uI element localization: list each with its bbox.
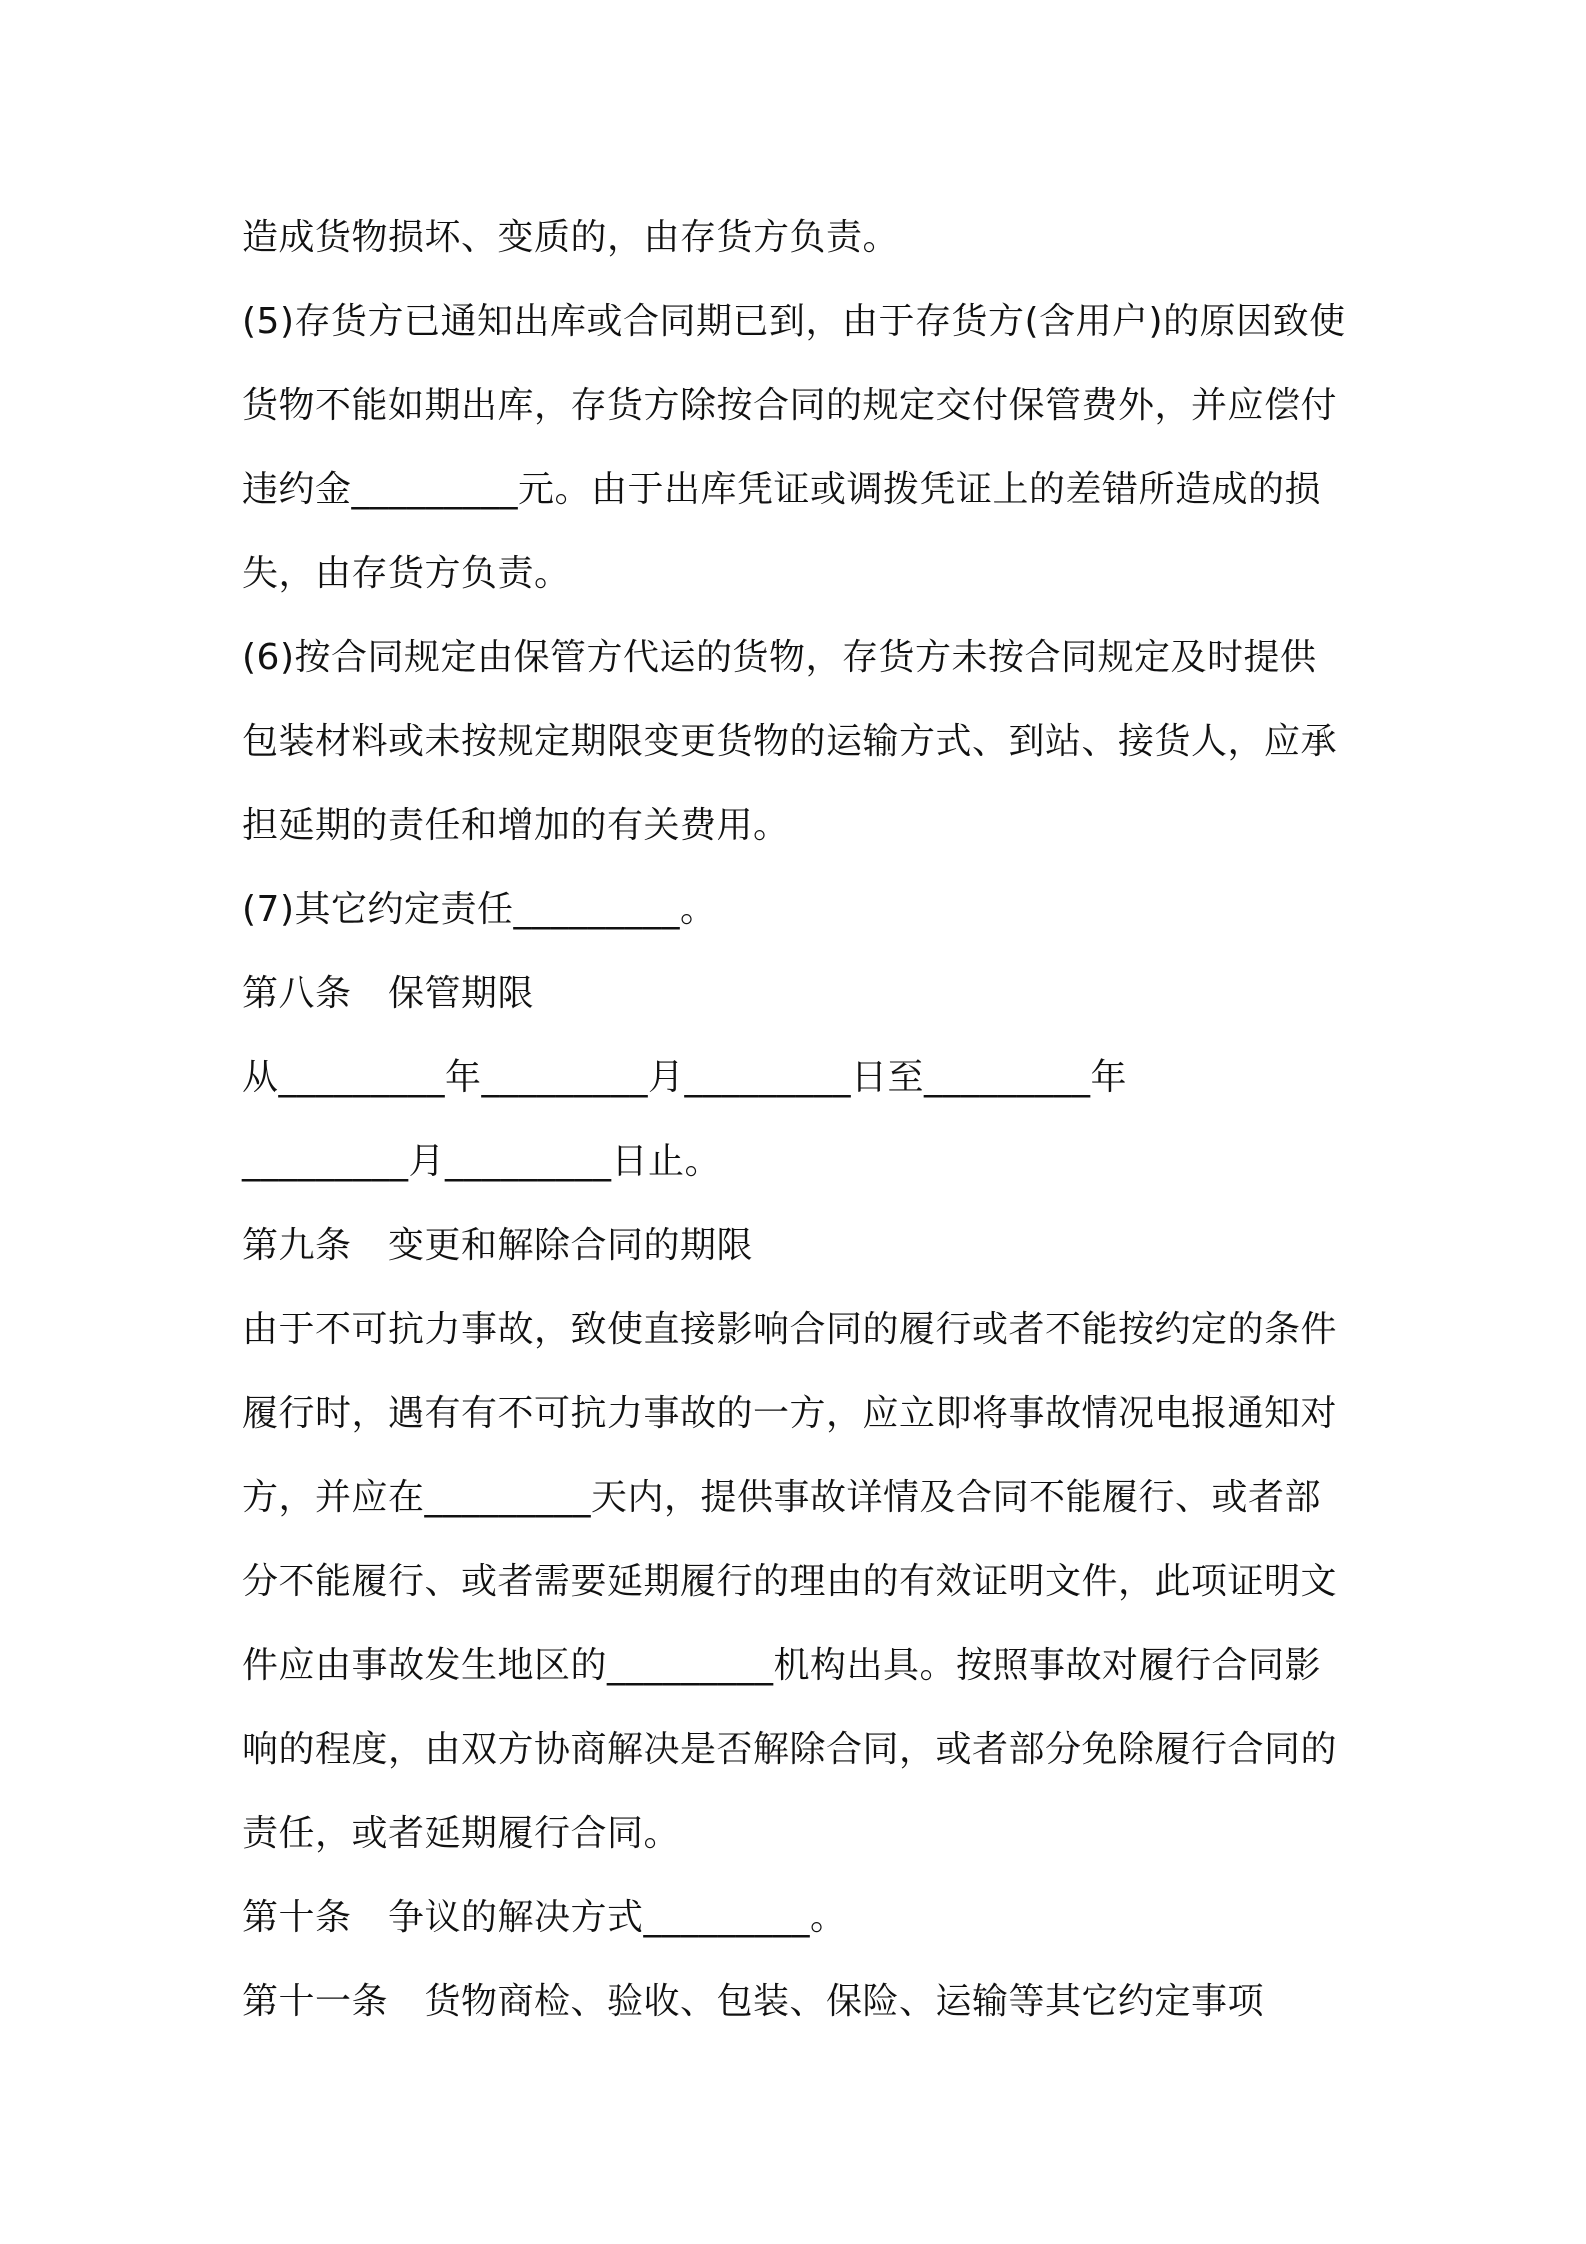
article-9-heading: 第九条 变更和解除合同的期限 xyxy=(242,1225,754,1266)
paragraph-line: 违约金_________元。由于出库凭证或调拨凭证上的差错所造成的损 xyxy=(242,469,1322,510)
clause-6-line: (6)按合同规定由保管方代运的货物，存货方未按合同规定及时提供 xyxy=(242,637,1317,678)
storage-period-line: _________月_________日止。 xyxy=(242,1141,722,1182)
contract-text xyxy=(242,196,1362,2044)
paragraph-line: 响的程度，由双方协商解决是否解除合同，或者部分免除履行合同的 xyxy=(242,1729,1338,1770)
clause-7-line: (7)其它约定责任_________。 xyxy=(242,889,717,930)
paragraph-line: 失，由存货方负责。 xyxy=(242,553,571,594)
paragraph-line: 货物不能如期出库，存货方除按合同的规定交付保管费外，并应偿付 xyxy=(242,385,1338,426)
article-8-heading: 第八条 保管期限 xyxy=(242,973,535,1014)
storage-period-line: 从_________年_________月_________日至_________年 xyxy=(242,1057,1128,1098)
paragraph-line: 造成货物损坏、变质的，由存货方负责。 xyxy=(242,217,900,258)
paragraph-line: 由于不可抗力事故，致使直接影响合同的履行或者不能按约定的条件 xyxy=(242,1309,1338,1350)
paragraph-line: 责任，或者延期履行合同。 xyxy=(242,1813,681,1854)
paragraph-line: 担延期的责任和增加的有关费用。 xyxy=(242,805,790,846)
paragraph-line: 包装材料或未按规定期限变更货物的运输方式、到站、接货人，应承 xyxy=(242,721,1338,762)
article-10-heading: 第十条 争议的解决方式_________。 xyxy=(242,1897,847,1938)
clause-5-line: (5)存货方已通知出库或合同期已到，由于存货方(含用户)的原因致使 xyxy=(242,301,1346,342)
paragraph-line: 方，并应在_________天内，提供事故详情及合同不能履行、或者部 xyxy=(242,1477,1322,1518)
paragraph-line: 履行时，遇有有不可抗力事故的一方，应立即将事故情况电报通知对 xyxy=(242,1393,1338,1434)
article-11-heading: 第十一条 货物商检、验收、包装、保险、运输等其它约定事项 xyxy=(242,1981,1265,2022)
paragraph-line: 分不能履行、或者需要延期履行的理由的有效证明文件，此项证明文 xyxy=(242,1561,1338,1602)
paragraph-line: 件应由事故发生地区的_________机构出具。按照事故对履行合同影 xyxy=(242,1645,1322,1686)
